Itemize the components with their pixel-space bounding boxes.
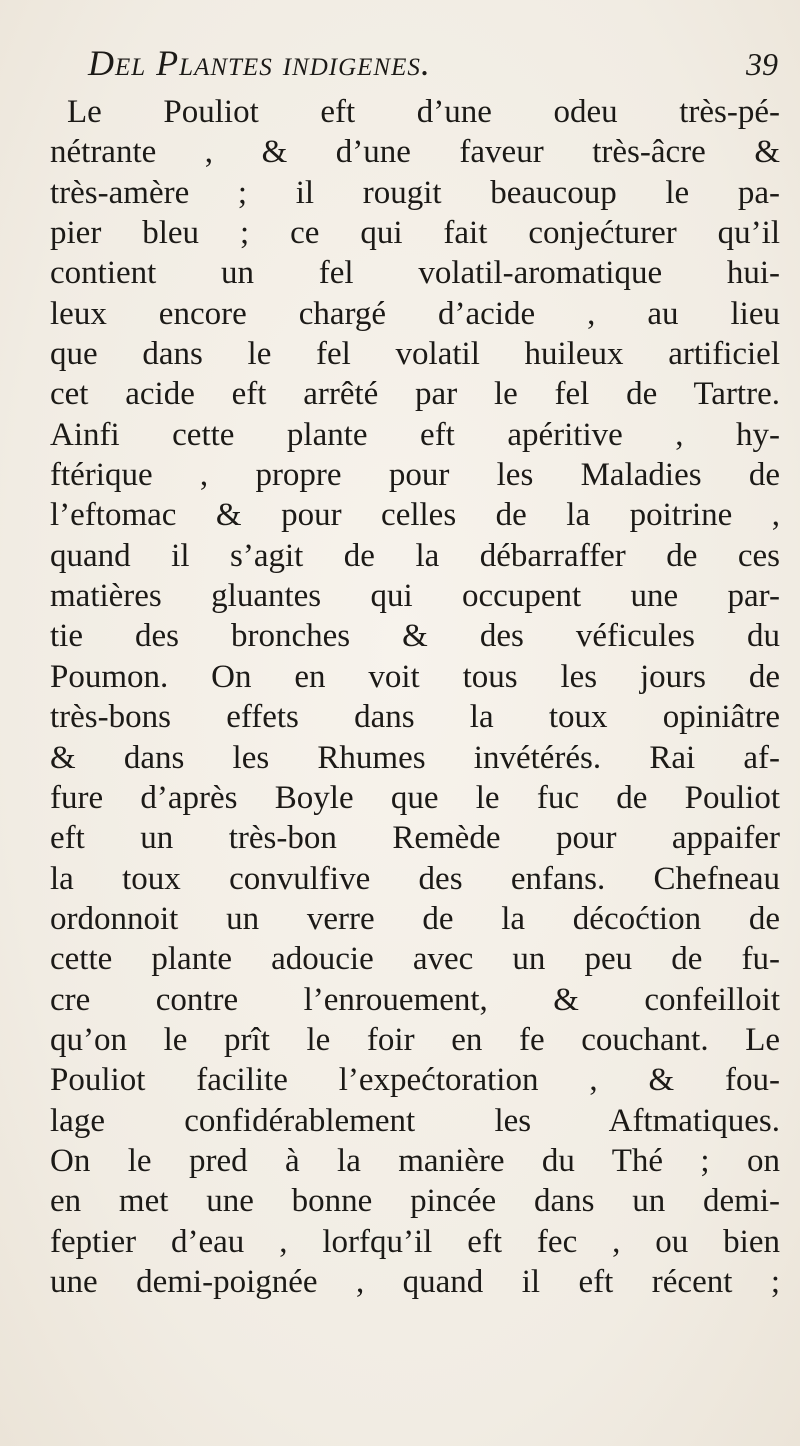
body-text bbox=[50, 92, 780, 1302]
text-line: feptier d’eau , lorfqu’il eft fec , ou bien bbox=[50, 1223, 780, 1260]
text-line: que dans le fel volatil huileux artificiel bbox=[50, 336, 780, 373]
text-line: l’eftomac & pour celles de la poitrine , bbox=[50, 497, 780, 534]
text-line: qu’on le prît le foir en fe couchant. Le bbox=[50, 1021, 780, 1058]
text-line: fure d’après Boyle que le fuc de Pouliot bbox=[50, 779, 780, 816]
text-line: Pouliot facilite l’expećtoration , & fou- bbox=[50, 1062, 780, 1099]
text-line: Le Pouliot eft d’une odeu très-pé- bbox=[67, 94, 780, 130]
text-line: ordonnoit un verre de la décoćtion de bbox=[50, 900, 780, 937]
text-line: lage confidérablement les Aftmatiques. bbox=[50, 1102, 780, 1139]
text-line: très-bons effets dans la toux opiniâtre bbox=[50, 699, 780, 736]
text-line: Ainfi cette plante eft apéritive , hy- bbox=[50, 416, 780, 453]
text-line: tie des bronches & des véficules du bbox=[50, 618, 780, 655]
running-title: Del Plantes indigenes. bbox=[88, 43, 431, 83]
text-line: eft un très-bon Remède pour appaifer bbox=[50, 820, 780, 857]
text-line: quand il s’agit de la débarraffer de ces bbox=[50, 537, 780, 574]
text-line: & dans les Rhumes invétérés. Rai af- bbox=[50, 739, 780, 776]
text-line: matières gluantes qui occupent une par- bbox=[50, 578, 780, 615]
running-head bbox=[88, 42, 778, 92]
text-line: cette plante adoucie avec un peu de fu- bbox=[50, 941, 780, 978]
text-line: cre contre l’enrouement, & confeilloit bbox=[50, 981, 780, 1018]
text-line: une demi-poignée , quand il eft récent ; bbox=[50, 1263, 780, 1300]
text-line: cet acide eft arrêté par le fel de Tartre. bbox=[50, 376, 780, 413]
text-line: ftérique , propre pour les Maladies de bbox=[50, 457, 780, 494]
text-line: On le pred à la manière du Thé ; on bbox=[50, 1142, 780, 1179]
page-number: 39 bbox=[746, 46, 778, 82]
text-line: contient un fel volatil-aromatique hui- bbox=[50, 255, 780, 292]
text-line: Poumon. On en voit tous les jours de bbox=[50, 658, 780, 695]
text-line: nétrante , & d’une faveur très-âcre & bbox=[50, 134, 780, 171]
text-line: en met une bonne pincée dans un demi- bbox=[50, 1183, 780, 1220]
text-line: très-amère ; il rougit beaucoup le pa- bbox=[50, 174, 780, 211]
text-line: leux encore chargé d’acide , au lieu bbox=[50, 295, 780, 332]
text-line: la toux convulfive des enfans. Chefneau bbox=[50, 860, 780, 897]
text-line: pier bleu ; ce qui fait conjećturer qu’il bbox=[50, 215, 780, 252]
